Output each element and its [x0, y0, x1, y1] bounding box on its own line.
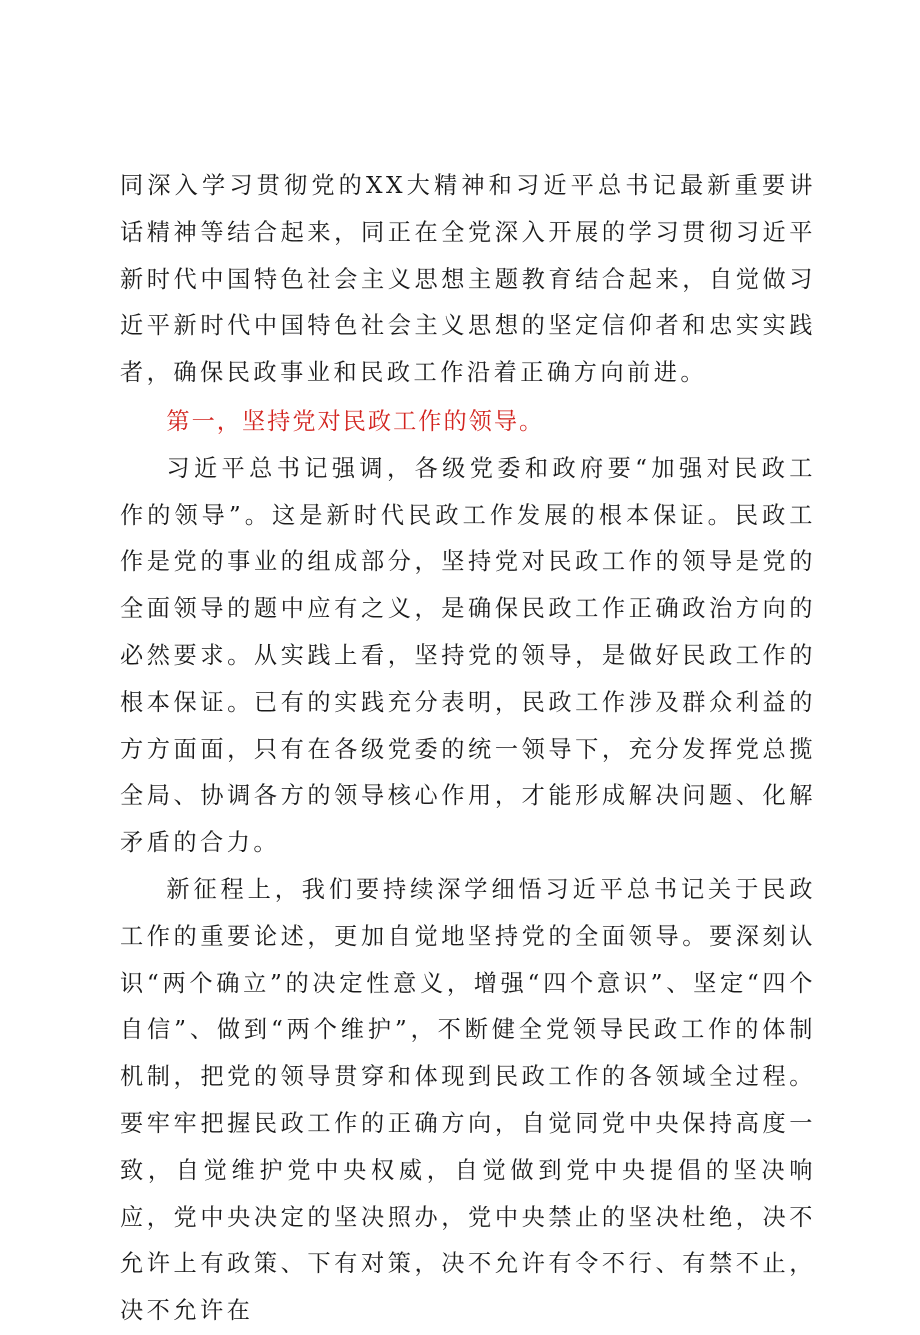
section-heading: 第一，坚持党对民政工作的领导。 — [166, 407, 545, 435]
body-paragraph-1: 习近平总书记强调，各级党委和政府要“加强对民政工作的领导”。这是新时代民政工作发展的根本保证。民政工作是党的事业的组成部分，坚持党对民政工作的领导是党的全面领导的题中应有之义，是确保民政工作正确政治方向的必然要求。从实践上看，坚持党的领导，是做好民政工作的根本保证。已有的实践充分表明，民政工作涉及群众利益的方方面面，只有在各级党委的统一领导下，充分发挥党总揽全局、协调各方的领导核心作用，才能形成解决问题、化解矛盾的合力。 — [120, 454, 816, 857]
continuation-paragraph: 同深入学习贯彻党的XX大精神和习近平总书记最新重要讲话精神等结合起来，同正在全党深入开展的学习贯彻习近平新时代中国特色社会主义思想主题教育结合起来，自觉做习近平新时代中国特色社会主义思想的坚定信仰者和忠实实践者，确保民政事业和民政工作沿着正确方向前进。 — [120, 172, 816, 387]
document-body — [120, 163, 816, 1335]
body-paragraph-2: 新征程上，我们要持续深学细悟习近平总书记关于民政工作的重要论述，更加自觉地坚持党的全面领导。要深刻认识“两个确立”的决定性意义，增强“四个意识”、坚定“四个自信”、做到“两个维护”，不断健全党领导民政工作的体制机制，把党的领导贯穿和体现到民政工作的各领域全过程。要牢牢把握民政工作的正确方向，自觉同党中央保持高度一致，自觉维护党中央权威，自觉做到党中央提倡的坚决响应，党中央决定的坚决照办，党中央禁止的坚决杜绝，决不允许上有政策、下有对策，决不允许有令不行、有禁不止，决不允许在 — [120, 875, 816, 1325]
